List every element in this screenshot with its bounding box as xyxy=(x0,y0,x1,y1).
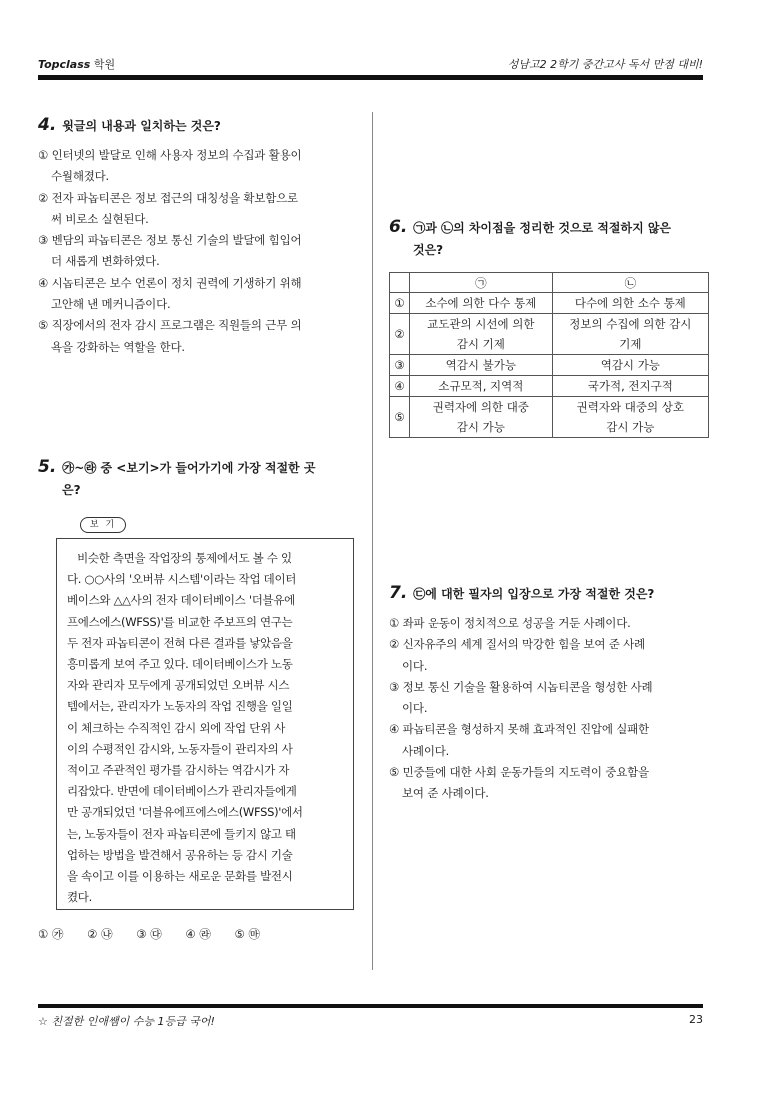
question-5-title xyxy=(38,456,368,479)
bogi-line: 자와 관리자 모두에게 공개되었던 오버뷰 시스 xyxy=(67,678,290,693)
q4-option-5[interactable]: ⑤ 직장에서의 전자 감시 프로그램은 직원들의 근무 의 욕을 강화하는 역할을 한다. xyxy=(38,318,302,354)
academy-label: 학원 xyxy=(93,58,116,71)
q7-option-4[interactable]: ④ 파놉티콘을 형성하지 못해 효과적인 진압에 실패한 사례이다. xyxy=(389,722,649,758)
question-7-title xyxy=(389,582,709,605)
table-row[interactable] xyxy=(390,293,709,314)
bogi-line: 템에서는, 관리자가 노동자의 작업 진행을 일일 xyxy=(67,699,293,714)
question-6-title xyxy=(389,216,709,239)
page-number: 23 xyxy=(689,1013,703,1026)
q4-option-3[interactable]: ③ 벤담의 파놉티콘은 정보 통신 기술의 발달에 힘입어 더 새롭게 변화하였다. xyxy=(38,233,302,269)
bogi-line: 만 공개되었던 '더블유에프에스에스(WFSS)'에서 xyxy=(67,805,303,820)
question-6-title-cont: 것은? xyxy=(413,243,444,257)
q4-option-2[interactable]: ② 전자 파놉티콘은 정보 접근의 대칭성을 확보함으로 써 비로소 실현된다. xyxy=(38,190,298,226)
question-7 xyxy=(389,582,709,805)
question-4-text: 윗글의 내용과 일치하는 것은? xyxy=(62,119,221,133)
bogi-line: 을 속이고 이를 이용하는 새로운 문화를 발전시 xyxy=(67,869,293,884)
question-5 xyxy=(38,456,368,501)
question-5-title-cont: 은? xyxy=(62,483,81,497)
bogi-box xyxy=(56,538,354,910)
q7-option-1[interactable]: ① 좌파 운동이 정치적으로 성공을 거둔 사례이다. xyxy=(389,616,631,630)
row-number: ⑤ xyxy=(390,397,410,438)
page-header xyxy=(38,54,703,74)
table-row[interactable] xyxy=(390,397,709,438)
row-number: ③ xyxy=(390,355,410,376)
question-7-options xyxy=(389,613,709,805)
question-4 xyxy=(38,114,368,358)
q5-answer-1[interactable]: ① ㉮ xyxy=(38,927,64,941)
table-row[interactable] xyxy=(390,314,709,355)
footer-rule xyxy=(38,1004,703,1008)
column-header-a: ㉠ xyxy=(410,273,553,293)
cell-a: 소수에 의한 다수 통제 xyxy=(410,293,553,314)
bogi-line: 이 체크하는 수직적인 감시 외에 작업 단위 사 xyxy=(67,720,286,735)
question-6-text: ㉠과 ㉡의 차이점을 정리한 것으로 적절하지 않은 xyxy=(413,221,672,235)
bogi-line: 흥미롭게 보여 주고 있다. 데이터베이스가 노동 xyxy=(67,657,293,672)
row-number: ① xyxy=(390,293,410,314)
cell-b: 정보의 수집에 의한 감시 기제 xyxy=(552,314,708,355)
cell-b: 권력자와 대중의 상호 감시 가능 xyxy=(552,397,708,438)
cell-a: 권력자에 의한 대중 감시 가능 xyxy=(410,397,553,438)
bogi-line: 는, 노동자들이 전자 파놉티콘에 들키지 않고 태 xyxy=(67,826,296,841)
q5-answer-5[interactable]: ⑤ ㉲ xyxy=(234,927,260,941)
bogi-label: 보 기 xyxy=(80,517,126,533)
question-7-text: ㉢에 대한 필자의 입장으로 가장 적절한 것은? xyxy=(413,587,655,601)
cell-a: 소규모적, 지역적 xyxy=(410,376,553,397)
exam-title: 성남고2 2학기 중간고사 독서 만점 대비! xyxy=(507,58,703,71)
bogi-line: 적이고 주관적인 평가를 감시하는 역감시가 자 xyxy=(67,763,290,778)
table-row[interactable] xyxy=(390,376,709,397)
bogi-line: 비슷한 측면을 작업장의 통제에서도 볼 수 있 xyxy=(67,551,292,565)
comparison-table xyxy=(389,272,709,438)
column-divider xyxy=(372,112,373,970)
bogi-line: 다. ○○사의 '오버뷰 시스템'이라는 작업 데이터 xyxy=(67,572,297,587)
q5-answer-2[interactable]: ② ㉯ xyxy=(87,927,113,941)
table-row[interactable] xyxy=(390,355,709,376)
cell-a: 역감시 불가능 xyxy=(410,355,553,376)
bogi-line: 프에스에스(WFSS)'를 비교한 주보프의 연구는 xyxy=(67,614,293,629)
bogi-line: 켰다. xyxy=(67,890,92,905)
q7-option-5[interactable]: ⑤ 민중들에 대한 사회 운동가들의 지도력이 중요함을 보여 준 사례이다. xyxy=(389,765,649,801)
row-number: ② xyxy=(390,314,410,355)
q5-answer-4[interactable]: ④ ㉱ xyxy=(185,927,211,941)
row-number: ④ xyxy=(390,376,410,397)
question-5-text: ㉮~㉱ 중 <보기>가 들어가기에 가장 적절한 곳 xyxy=(62,461,316,475)
cell-b: 역감시 가능 xyxy=(552,355,708,376)
q4-option-4[interactable]: ④ 시놉티콘은 보수 언론이 정치 권력에 기생하기 위해 고안해 낸 메커니즘이다. xyxy=(38,275,302,312)
footer-slogan: ☆ 친절한 인애쌤이 수능 1등급 국어! xyxy=(38,1015,215,1028)
cell-a: 교도관의 시선에 의한 감시 기제 xyxy=(410,314,553,355)
table-corner xyxy=(390,273,410,293)
bogi-line: 이의 수평적인 감시와, 노동자들이 관리자의 사 xyxy=(67,741,293,756)
bogi-line: 리잡았다. 반면에 데이터베이스가 관리자들에게 xyxy=(67,784,297,799)
question-4-options xyxy=(38,145,368,358)
question-7-number: 7. xyxy=(389,583,408,603)
cell-b: 국가적, 전지구적 xyxy=(552,376,708,397)
q4-option-1[interactable]: ① 인터넷의 발달로 인해 사용자 정보의 수집과 활용이 수월해졌다. xyxy=(38,148,302,184)
question-5-number: 5. xyxy=(38,457,57,477)
header-rule xyxy=(38,75,703,80)
q5-answer-3[interactable]: ③ ㉰ xyxy=(136,927,162,941)
q7-option-2[interactable]: ② 신자유주의 세계 질서의 막강한 힘을 보여 준 사례 이다. xyxy=(389,637,645,673)
cell-b: 다수에 의한 소수 통제 xyxy=(552,293,708,314)
bogi-line: 베이스와 △△사의 전자 데이터베이스 '더블유에 xyxy=(67,593,295,608)
question-4-title xyxy=(38,114,368,137)
q7-option-3[interactable]: ③ 정보 통신 기술을 활용하여 시놉티콘을 형성한 사례 이다. xyxy=(389,679,653,716)
question-5-answers xyxy=(38,926,280,942)
bogi-line: 업하는 방법을 발견해서 공유하는 등 감시 기술 xyxy=(67,847,293,862)
table-header-row xyxy=(390,273,709,293)
bogi-line: 두 전자 파놉티콘이 전혀 다른 결과를 낳았음을 xyxy=(67,635,293,650)
brand-name: Topclass xyxy=(38,58,91,71)
question-6-number: 6. xyxy=(389,217,408,237)
header-brand xyxy=(38,56,115,72)
question-6 xyxy=(389,216,709,261)
question-4-number: 4. xyxy=(38,115,57,135)
column-header-b: ㉡ xyxy=(552,273,708,293)
